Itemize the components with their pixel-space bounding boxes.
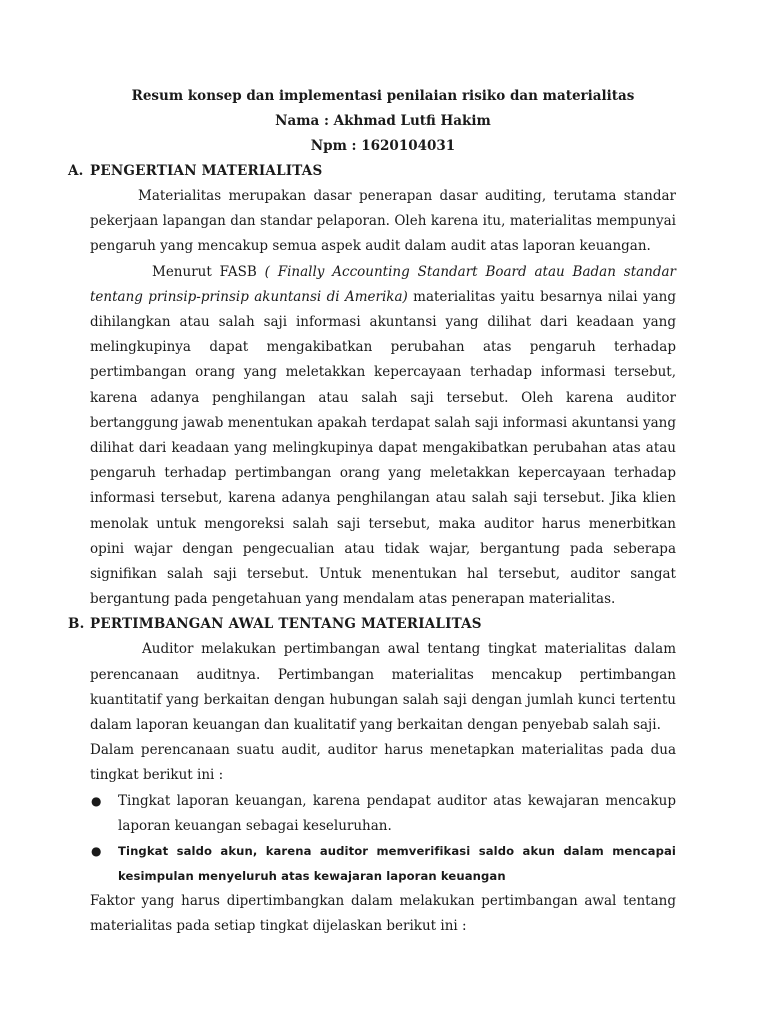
section-b-number: B. [68, 616, 85, 633]
section-b-title: PERTIMBANGAN AWAL TENTANG MATERIALITAS [90, 616, 482, 633]
section-b-heading [68, 612, 676, 637]
list-item [90, 839, 676, 889]
section-a-number: A. [68, 163, 84, 179]
section-a-paragraph-2-lead: Menurut FASB [152, 263, 265, 280]
section-a-title: PENGERTIAN MATERIALITAS [90, 163, 323, 179]
section-a-paragraph-2-rest: materialitas yaitu besarnya nilai yang dihilangkan atau salah saji informasi akuntansi yang dilihat dari keadaan yang melingkupinya dapat mengakibatkan perubahan atas pengaruh terhadap pertimbangan orang yang meletakkan kepercayaan terhadap informasi tersebut, karena adanya penghilangan atau salah saji tersebut. Oleh karena auditor bertanggung jawab menentukan apakah terdapat salah saji informasi akuntansi yang dilihat dari keadaan yang melingkupinya dapat mengakibatkan perubahan atas atau pengaruh terhadap pertimbangan orang yang meletakkan kepercayaan terhadap informasi tersebut, karena adanya penghilangan atau salah saji tersebut. Jika klien menolak untuk mengoreksi salah saji tersebut, maka auditor harus menerbitkan opini wajar dengan pengecualian atau tidak wajar, bergantung pada seberapa signifikan salah saji tersebut. Untuk menentukan hal tersebut, auditor sangat bergantung pada pengetahuan yang mendalam atas penerapan materialitas. [90, 288, 677, 608]
author-name-line: Nama : Akhmad Lutfi Hakim [275, 113, 491, 129]
section-b-paragraph-3: Faktor yang harus dipertimbangkan dalam melakukan pertimbangan awal tentang materialitas pada setiap tingkat dijelaskan berikut ini : [90, 893, 676, 935]
section-a-paragraph-1: Materialitas merupakan dasar penerapan dasar auditing, terutama standar pekerjaan lapangan dan standar pelaporan. Oleh karena itu, materialitas mempunyai pengaruh yang mencakup semua aspek audit dalam audit atas laporan keuangan. [90, 188, 676, 255]
section-a-paragraph-2-italic: ( Finally Accounting Standart Board atau Badan standar tentang prinsip-prinsip akuntansi di Amerika) [90, 263, 677, 305]
section-b-paragraph-1: Auditor melakukan pertimbangan awal tentang tingkat materialitas dalam perencanaan auditnya. Pertimbangan materialitas mencakup pertimbangan kuantitatif yang berkaitan dengan hubungan salah saji dengan jumlah kunci tertentu dalam laporan keuangan dan kualitatif yang berkaitan dengan penyebab salah saji. [90, 641, 676, 734]
list-item-text: Tingkat laporan keuangan, karena pendapat auditor atas kewajaran mencakup laporan keuangan sebagai keseluruhan. [118, 792, 676, 834]
section-a-heading [68, 159, 676, 184]
section-b-paragraph-2: Dalam perencanaan suatu audit, auditor harus menetapkan materialitas pada dua tingkat berikut ini : [90, 742, 676, 784]
document-title: Resum konsep dan implementasi penilaian risiko dan materialitas [131, 88, 635, 104]
section-a-paragraph-2 [90, 260, 676, 613]
list-item-text: Tingkat saldo akun, karena auditor memverifikasi saldo akun dalam mencapai kesimpulan menyeluruh atas kewajaran laporan keuangan [118, 844, 676, 884]
bullet-dot: ● [91, 793, 102, 808]
bullet-list [90, 789, 676, 889]
bullet-dot: ● [91, 844, 102, 859]
list-item [90, 789, 676, 839]
student-number-line: Npm : 1620104031 [310, 138, 456, 154]
